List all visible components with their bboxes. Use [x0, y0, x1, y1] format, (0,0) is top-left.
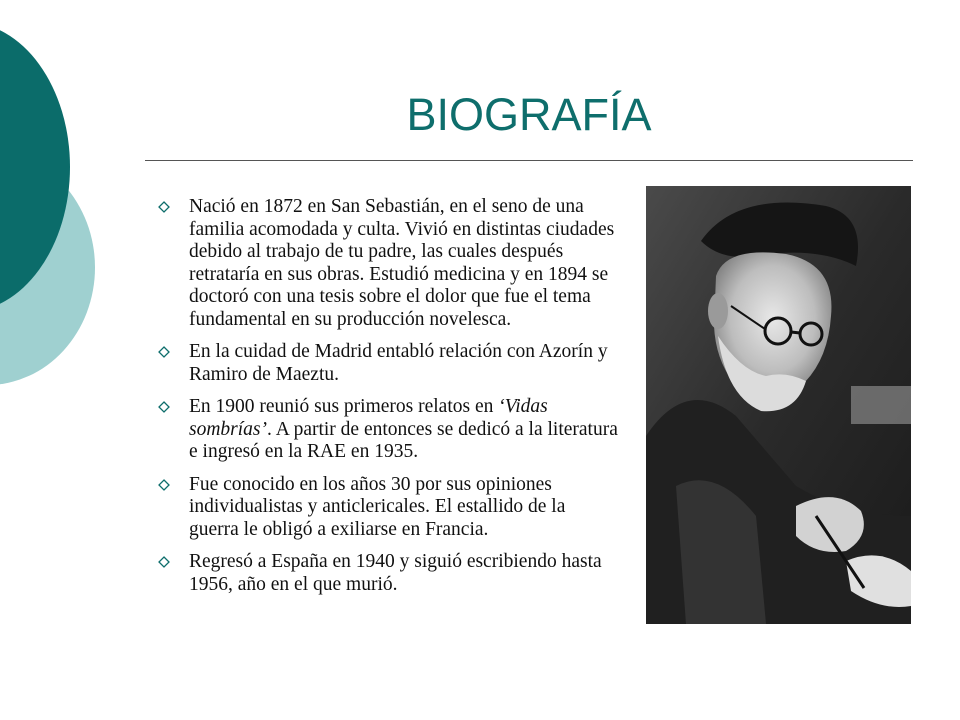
bullet-text-after: . A partir de entonces se dedicó a la literatura e ingresó en la RAE en 1935. — [189, 418, 618, 462]
diamond-outline-icon — [158, 201, 170, 213]
diamond-outline-icon — [158, 479, 170, 491]
bullet-item — [158, 474, 620, 542]
bullet-text: Regresó a España en 1940 y siguió escribiendo hasta 1956, año en el que murió. — [189, 551, 602, 595]
diamond-outline-icon — [158, 556, 170, 568]
bullet-text-before: En 1900 reunió sus primeros relatos en — [189, 396, 499, 417]
bullet-item — [158, 396, 620, 464]
bullet-item — [158, 341, 620, 386]
bullet-list — [158, 196, 620, 606]
bullet-text: En la cuidad de Madrid entabló relación con Azorín y Ramiro de Maeztu. — [189, 341, 608, 385]
diamond-outline-icon — [158, 401, 170, 413]
bullet-item — [158, 551, 620, 596]
portrait-photo — [646, 186, 911, 624]
diamond-outline-icon — [158, 346, 170, 358]
title-divider — [145, 160, 913, 161]
slide-title: BIOGRAFÍA — [406, 89, 652, 140]
bullet-text: Nació en 1872 en San Sebastián, en el seno de una familia acomodada y culta. Vivió en distintas ciudades debido al trabajo de tu padre, las cuales después retrataría en sus obras. Estudió medicina y en 1894 se doctoró con una tesis sobre el dolor que fue el tema fundamental en su producción novelesca. — [189, 196, 615, 330]
portrait-photo-icon — [646, 186, 911, 624]
bullet-text: Fue conocido en los años 30 por sus opiniones individualistas y anticlericales. El estallido de la guerra le obligó a exiliarse en Francia. — [189, 473, 566, 540]
book-title: ‘Vidas sombrías’ — [189, 396, 548, 440]
bullet-item — [158, 196, 620, 331]
